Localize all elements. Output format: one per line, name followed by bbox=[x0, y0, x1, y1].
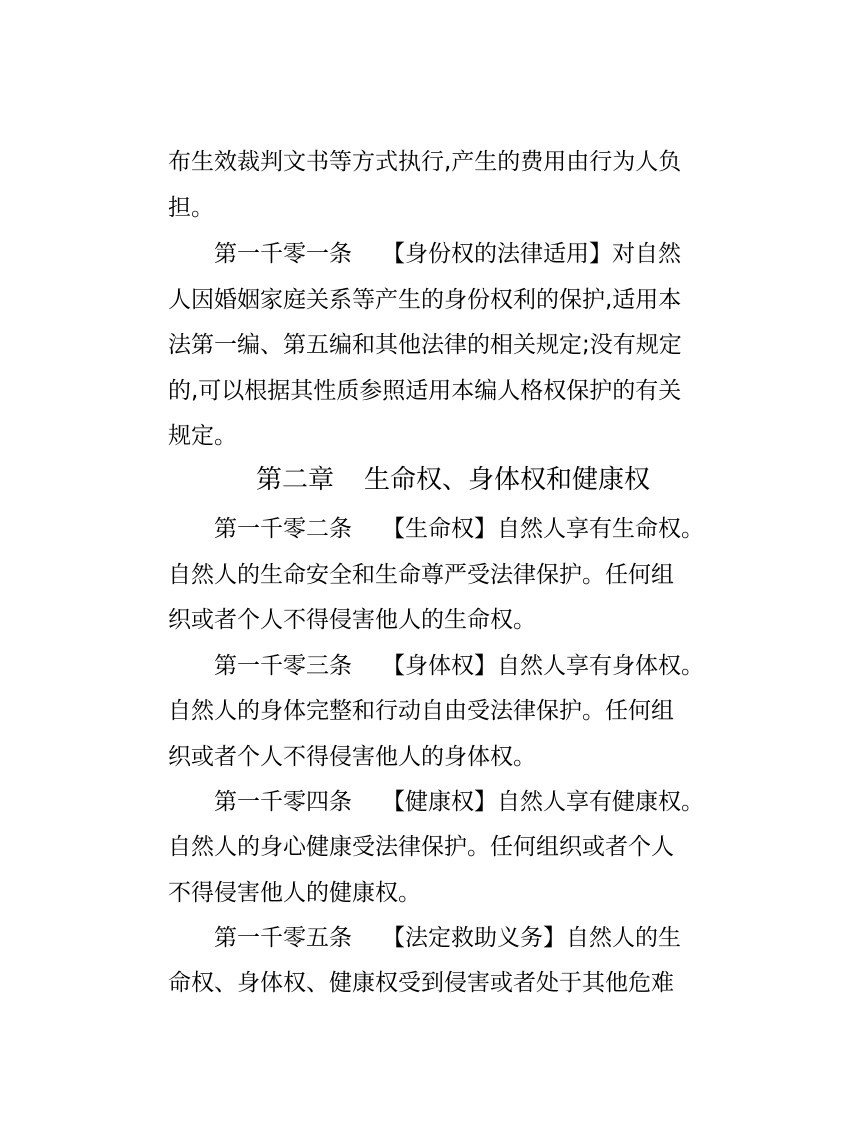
paragraph-line: 织或者个人不得侵害他人的生命权。 bbox=[168, 607, 536, 633]
article-number: 第一千零四条 bbox=[214, 789, 352, 815]
paragraph-line: 人因婚姻家庭关系等产生的身份权利的保护,适用本 bbox=[168, 287, 682, 313]
paragraph-line: 自然人的生命安全和生命尊严受法律保护。任何组 bbox=[168, 562, 674, 588]
paragraph-line: 规定。 bbox=[168, 423, 237, 449]
chapter-heading bbox=[256, 464, 650, 496]
chapter-title: 生命权、身体权和健康权 bbox=[364, 465, 651, 495]
article-text: 【生命权】自然人享有生命权。 bbox=[382, 516, 704, 542]
paragraph-line: 的,可以根据其性质参照适用本编人格权保护的有关 bbox=[168, 378, 682, 404]
article-text: 【健康权】自然人享有健康权。 bbox=[382, 789, 704, 815]
article-1003-first-line bbox=[214, 651, 704, 681]
chapter-number: 第二章 bbox=[256, 465, 335, 495]
article-number: 第一千零三条 bbox=[214, 653, 352, 679]
paragraph-line: 自然人的身体完整和行动自由受法律保护。任何组 bbox=[168, 698, 674, 724]
article-text: 【法定救助义务】自然人的生 bbox=[382, 925, 681, 951]
article-1002-first-line bbox=[214, 514, 704, 544]
article-number: 第一千零二条 bbox=[214, 516, 352, 542]
paragraph-line: 担。 bbox=[168, 195, 214, 221]
paragraph-line: 命权、身体权、健康权受到侵害或者处于其他危难 bbox=[168, 970, 674, 996]
article-1005-first-line bbox=[214, 923, 681, 953]
article-number: 第一千零五条 bbox=[214, 925, 352, 951]
article-text: 【身份权的法律适用】对自然 bbox=[382, 241, 681, 267]
article-text: 【身体权】自然人享有身体权。 bbox=[382, 653, 704, 679]
article-1004-first-line bbox=[214, 787, 704, 817]
article-1001-first-line bbox=[214, 239, 681, 269]
paragraph-line: 布生效裁判文书等方式执行,产生的费用由行为人负 bbox=[168, 149, 682, 175]
article-number: 第一千零一条 bbox=[214, 241, 352, 267]
paragraph-line: 织或者个人不得侵害他人的身体权。 bbox=[168, 744, 536, 770]
paragraph-line: 不得侵害他人的健康权。 bbox=[168, 880, 421, 906]
paragraph-line: 自然人的身心健康受法律保护。任何组织或者个人 bbox=[168, 834, 674, 860]
paragraph-line: 法第一编、第五编和其他法律的相关规定;没有规定 bbox=[168, 332, 682, 358]
